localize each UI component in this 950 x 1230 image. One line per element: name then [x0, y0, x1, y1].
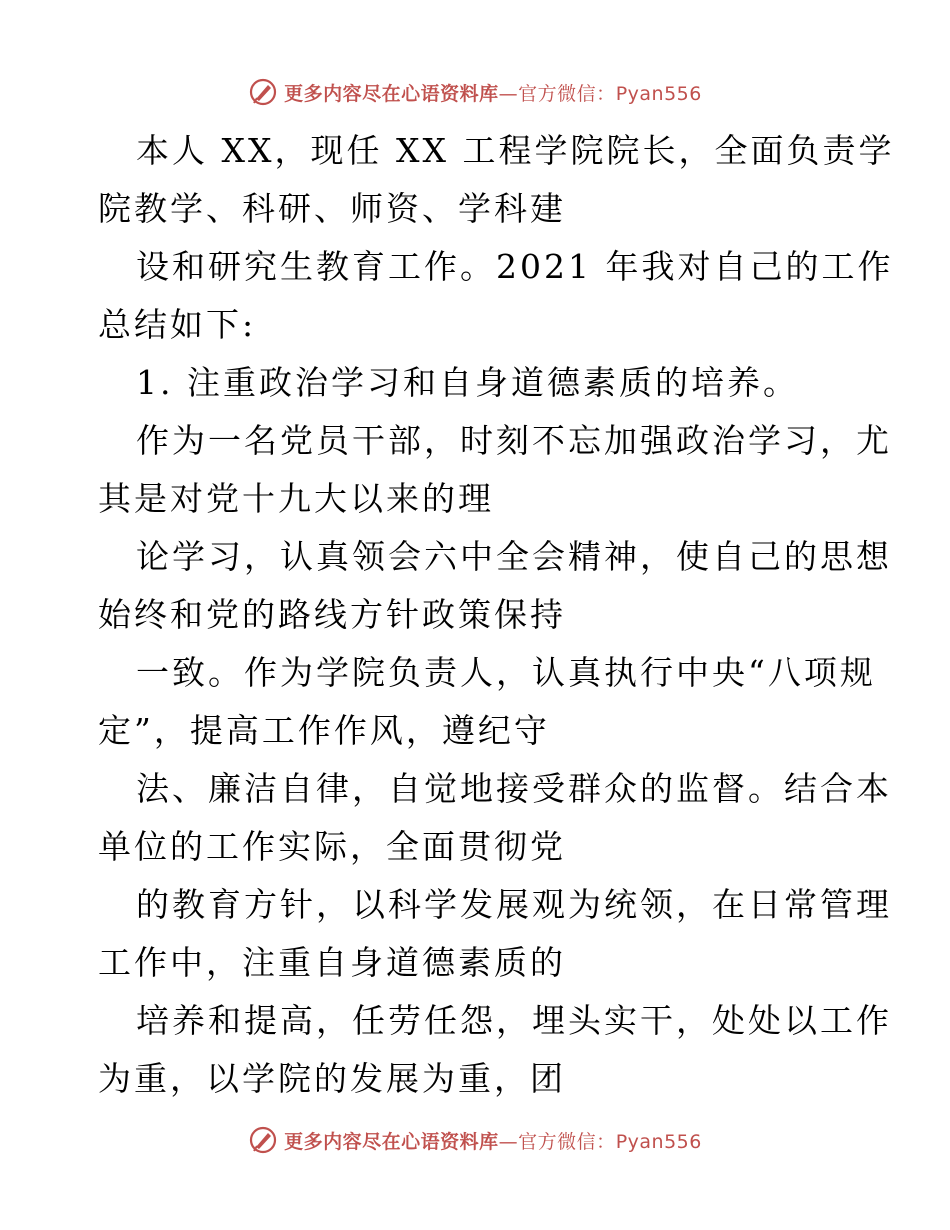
quill-pen-circle-icon	[248, 1125, 278, 1155]
section-heading: 1. 注重政治学习和自身道德素质的培养。	[136, 363, 799, 402]
body-line: 定”，提高工作作风，遵纪守	[98, 711, 550, 750]
watermark-separator: —	[498, 82, 519, 105]
watermark-main-text: 更多内容尽在心语资料库	[284, 1130, 499, 1153]
body-line: 论学习，认真领会六中全会精神，使自己的思想	[136, 537, 892, 576]
body-line: 培养和提高，任劳任怨，埋头实干，处处以工作	[136, 1001, 892, 1040]
body-line: 本人 XX，现任 XX 工程学院院长，全面负责学	[136, 131, 895, 170]
body-line: 院教学、科研、师资、学科建	[98, 189, 566, 228]
document-body	[98, 122, 895, 1108]
watermark-separator: —	[498, 1130, 519, 1153]
watermark-wechat-label: 官方微信：	[518, 1130, 616, 1153]
body-line: 始终和党的路线方针政策保持	[98, 595, 566, 634]
body-line: 单位的工作实际，全面贯彻党	[98, 827, 566, 866]
header-watermark	[0, 72, 950, 112]
body-line: 为重，以学院的发展为重，团	[98, 1059, 566, 1098]
body-line: 的教育方针，以科学发展观为统领，在日常管理	[136, 885, 892, 924]
body-line: 设和研究生教育工作。2021 年我对自己的工作	[136, 247, 894, 286]
watermark-text	[284, 1127, 702, 1154]
body-line: 总结如下:	[98, 305, 257, 344]
watermark-wechat-id: Pyan556	[615, 1130, 702, 1153]
footer-watermark	[0, 1120, 950, 1160]
body-line: 作为一名党员干部，时刻不忘加强政治学习，尤	[136, 421, 892, 460]
body-line: 工作中，注重自身道德素质的	[98, 943, 566, 982]
body-line: 其是对党十九大以来的理	[98, 479, 494, 518]
body-line: 法、廉洁自律，自觉地接受群众的监督。结合本	[136, 769, 892, 808]
body-line: 一致。作为学院负责人，认真执行中央“八项规	[136, 653, 876, 692]
watermark-wechat-id: Pyan556	[615, 82, 702, 105]
watermark-wechat-label: 官方微信：	[518, 82, 616, 105]
watermark-text	[284, 79, 702, 106]
watermark-main-text: 更多内容尽在心语资料库	[284, 82, 499, 105]
quill-pen-circle-icon	[248, 77, 278, 107]
